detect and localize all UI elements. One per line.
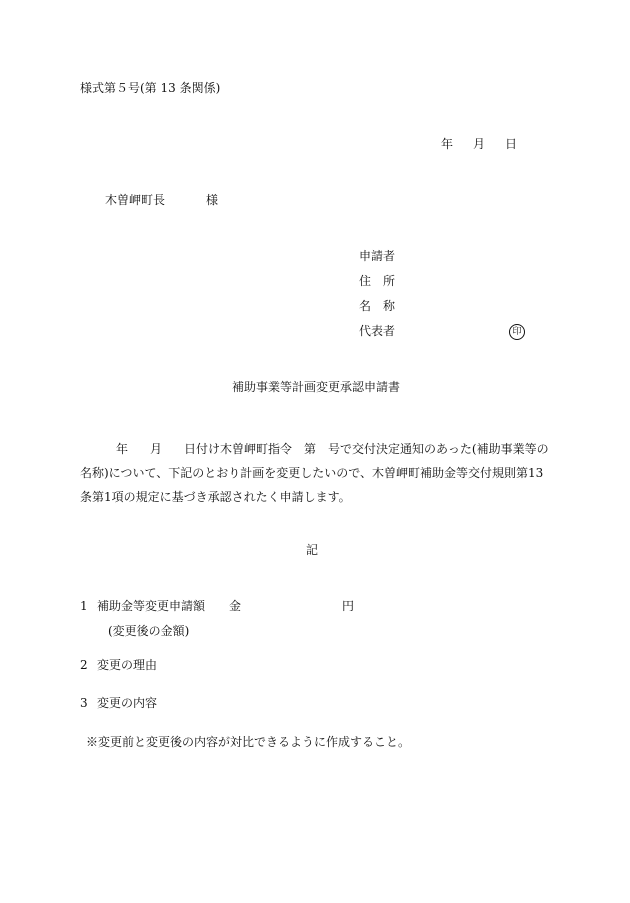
date-month-label: 月 <box>473 137 486 151</box>
document-title: 補助事業等計画変更承認申請書 <box>232 380 401 394</box>
item-2 <box>80 658 157 672</box>
applicant-representative-label: 代表者 <box>359 324 396 338</box>
applicant-address-label: 住 所 <box>359 274 396 288</box>
item-2-number: 2 <box>80 658 88 672</box>
addressee-name: 木曽岬町長 <box>105 193 166 207</box>
body-paragraph <box>80 437 552 509</box>
form-number-label: 様式第５号(第 13 条関係) <box>80 81 221 95</box>
item-2-label: 変更の理由 <box>97 658 158 672</box>
body-month-label: 月 <box>150 442 163 456</box>
date-year-label: 年 <box>441 137 454 151</box>
item-1-yen: 円 <box>342 599 355 613</box>
body-text: 日付け木曽岬町指令 第 号で交付決定通知のあった(補助事業等の名称)について、下記のとおり計画を変更したいので、木曽岬町補助金等交付規則第13条第1項の規定に基づき承認されたく申請します。 <box>80 442 549 504</box>
footnote: ※変更前と変更後の内容が対比できるように作成すること。 <box>86 735 411 749</box>
item-1-subnote: (変更後の金額) <box>108 624 190 638</box>
body-year-label: 年 <box>116 442 129 456</box>
ki-heading: 記 <box>306 543 319 557</box>
item-1-label: 補助金等変更申請額 <box>97 599 206 613</box>
item-3 <box>80 696 157 710</box>
applicant-block <box>359 249 522 349</box>
addressee-honorific: 様 <box>206 193 219 207</box>
item-3-number: 3 <box>80 696 88 710</box>
item-3-label: 変更の内容 <box>97 696 158 710</box>
addressee <box>105 193 218 207</box>
seal-mark-icon: 印 <box>509 324 525 340</box>
item-1 <box>80 599 354 613</box>
date-day-label: 日 <box>505 137 518 151</box>
date-row <box>441 137 517 151</box>
item-1-kin: 金 <box>229 599 242 613</box>
applicant-name-label: 名 称 <box>359 299 396 313</box>
item-1-number: 1 <box>80 599 88 613</box>
applicant-representative-row <box>359 324 522 349</box>
applicant-heading: 申請者 <box>359 249 396 263</box>
